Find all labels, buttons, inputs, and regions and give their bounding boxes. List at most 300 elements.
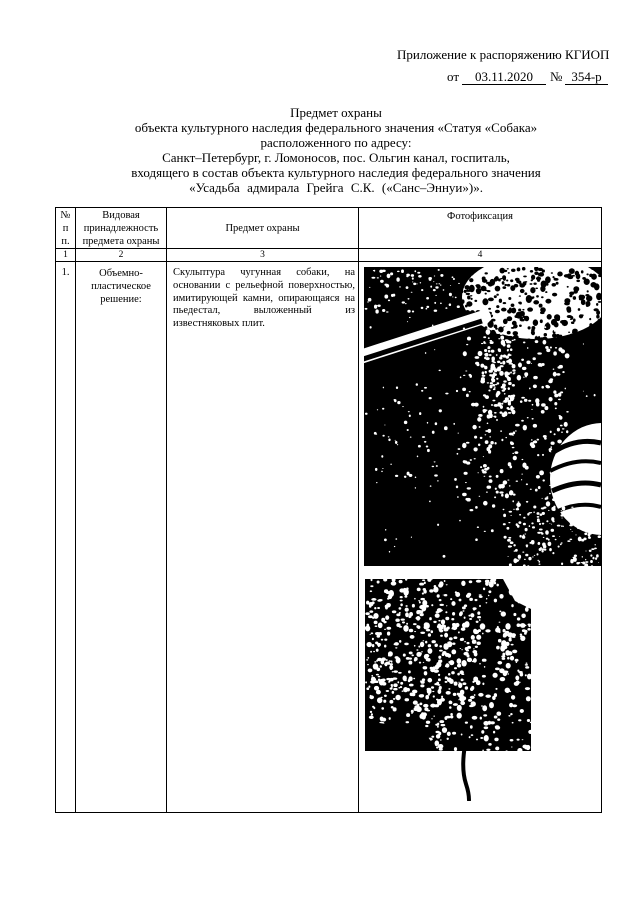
photo-texture	[368, 686, 370, 688]
photo-texture	[530, 283, 533, 285]
photo-texture	[367, 657, 369, 659]
photo-texture	[426, 658, 430, 661]
photo-texture	[525, 674, 527, 676]
photo-texture	[440, 284, 441, 285]
photo-texture	[512, 369, 515, 372]
photo-texture	[487, 290, 491, 292]
photo-texture	[434, 302, 436, 304]
photo-texture	[380, 697, 382, 698]
photo-texture	[463, 697, 466, 701]
photo-texture	[374, 432, 377, 435]
photo-texture	[560, 544, 562, 546]
photo-texture	[429, 617, 432, 620]
photo-texture	[507, 331, 511, 335]
photo-texture	[587, 290, 589, 292]
photo-texture	[479, 663, 481, 665]
photo-texture	[470, 701, 475, 706]
photo-texture	[598, 562, 599, 563]
photo-texture	[406, 721, 410, 723]
column-number: 4	[359, 249, 602, 262]
photo-texture	[445, 617, 449, 620]
photo-texture	[591, 515, 594, 517]
photo-texture	[520, 709, 524, 713]
photo-texture	[448, 661, 451, 663]
photo-texture	[501, 403, 503, 405]
photo-texture	[496, 378, 498, 380]
photo-texture	[449, 706, 451, 709]
photo-texture	[458, 693, 462, 698]
photo-texture	[474, 694, 476, 696]
photo-texture	[488, 743, 491, 746]
photo-texture	[539, 529, 543, 531]
header-number-line: №	[60, 210, 71, 221]
photo-texture	[445, 681, 448, 683]
photo-texture	[500, 333, 503, 335]
photo-texture	[515, 675, 519, 680]
photo-texture	[506, 527, 509, 530]
photo-texture	[423, 590, 426, 594]
photo-texture	[393, 683, 397, 687]
photo-texture	[387, 632, 390, 636]
photo-texture	[393, 670, 397, 672]
photo-texture	[461, 649, 463, 650]
photo-texture	[541, 281, 547, 288]
photo-texture	[518, 363, 522, 368]
photo-texture	[493, 372, 495, 374]
photo-texture	[420, 684, 424, 687]
protection-table	[55, 207, 602, 813]
photo-texture	[510, 637, 511, 639]
photo-texture	[425, 352, 427, 354]
photo-texture	[524, 292, 527, 295]
photo-texture	[529, 559, 530, 561]
photo-texture	[411, 537, 412, 538]
photo-texture	[447, 738, 449, 740]
photo-texture	[596, 310, 600, 315]
photo-texture	[520, 289, 525, 293]
photo-texture	[485, 326, 488, 328]
title-line: входящего в состав объекта культурного наследия федерального значения	[131, 165, 541, 180]
photo-texture	[365, 612, 369, 615]
photo-texture	[408, 670, 411, 673]
photo-texture	[447, 732, 451, 736]
photo-texture	[598, 535, 601, 538]
photo-texture	[366, 687, 369, 690]
photo-texture	[404, 643, 409, 646]
photo-texture	[376, 681, 379, 683]
photo-texture	[424, 671, 428, 675]
photo-texture	[453, 693, 457, 696]
photo-texture	[476, 680, 481, 685]
photo-texture	[515, 549, 518, 552]
photo-texture	[507, 349, 509, 352]
photo-texture	[485, 354, 487, 356]
photo-texture	[475, 538, 478, 541]
photo-texture	[474, 403, 479, 407]
photo-texture	[477, 611, 480, 615]
photo-texture	[457, 496, 459, 498]
photo-texture	[399, 612, 401, 614]
photo-texture	[440, 635, 443, 637]
photo-texture	[494, 599, 497, 603]
photo-texture	[514, 451, 518, 454]
photo-texture	[567, 315, 572, 318]
photo-texture	[512, 321, 517, 326]
photo-texture	[451, 618, 454, 620]
photo-texture	[539, 304, 543, 308]
photo-texture	[510, 739, 514, 741]
photo-texture	[396, 623, 400, 627]
photo-texture	[421, 289, 423, 291]
photo-texture	[515, 424, 520, 427]
photo-texture	[465, 498, 468, 501]
photo-texture	[577, 518, 580, 520]
photo-texture	[444, 580, 446, 582]
photo-texture	[501, 655, 505, 657]
photo-texture	[519, 535, 521, 538]
photo-texture	[560, 425, 563, 427]
photo-texture	[380, 680, 384, 684]
photo-texture	[421, 605, 426, 608]
photo-texture	[434, 275, 435, 276]
photo-texture	[491, 374, 495, 379]
row-photo-cell	[359, 262, 602, 813]
photo-texture	[523, 425, 527, 431]
photo-texture	[525, 528, 528, 531]
photo-texture	[436, 611, 440, 613]
appendix-heading: Приложение к распоряжению КГИОП	[397, 47, 610, 62]
photo-texture	[476, 580, 482, 583]
photo-texture	[382, 435, 384, 437]
photo-texture	[494, 693, 497, 697]
photo-texture	[469, 580, 473, 583]
photo-texture	[366, 624, 369, 627]
header-type-line: предмета охраны	[82, 236, 160, 247]
photo-texture	[533, 376, 538, 379]
photo-texture	[560, 320, 566, 324]
photo-texture	[545, 499, 547, 500]
photo-texture	[524, 559, 526, 560]
photo-texture	[384, 695, 387, 697]
photo-texture	[524, 534, 526, 535]
photo-texture	[590, 282, 596, 288]
photo-texture	[491, 378, 494, 380]
photo-texture	[544, 437, 547, 440]
photo-texture	[546, 501, 550, 506]
photo-texture	[485, 582, 489, 586]
photo-texture	[586, 520, 588, 522]
photo-texture	[461, 581, 465, 586]
photo-texture	[486, 329, 491, 335]
photo-texture	[416, 707, 421, 713]
photo-texture	[489, 702, 494, 708]
photo-texture	[466, 642, 469, 644]
photo-texture	[414, 631, 416, 632]
photo-texture	[406, 623, 408, 625]
photo-texture	[495, 668, 500, 671]
photo-texture	[467, 593, 471, 597]
photo-texture	[578, 537, 582, 542]
photo-texture	[419, 714, 423, 719]
photo-texture	[511, 697, 513, 699]
photo-texture	[438, 283, 440, 284]
photo-texture	[567, 286, 569, 288]
photo-texture	[394, 643, 396, 645]
photo-texture	[561, 518, 562, 519]
photo-texture	[567, 540, 570, 542]
photo-texture	[535, 288, 538, 290]
photo-texture	[483, 714, 487, 716]
photo-texture	[568, 332, 570, 333]
photo-texture	[406, 276, 408, 277]
photo-texture	[431, 630, 434, 633]
photo-texture	[522, 267, 526, 270]
photo-texture	[448, 688, 450, 690]
statue-photo	[364, 267, 601, 566]
photo-texture	[452, 276, 454, 278]
photo-texture	[489, 479, 493, 483]
photo-texture	[501, 308, 507, 312]
row-type-cell	[76, 262, 167, 813]
photo-texture	[427, 648, 432, 654]
photo-texture	[444, 426, 448, 430]
photo-texture	[582, 556, 583, 557]
photo-texture	[409, 415, 411, 418]
photo-texture	[549, 523, 550, 524]
photo-texture	[556, 373, 560, 376]
photo-texture	[545, 385, 549, 388]
photo-texture	[386, 311, 389, 312]
photo-texture	[533, 282, 536, 284]
photo-texture	[502, 361, 505, 365]
photo-texture	[429, 397, 432, 399]
photo-texture	[507, 480, 509, 481]
photo-texture	[437, 594, 440, 597]
photo-texture	[583, 343, 584, 344]
photo-texture	[395, 538, 397, 540]
photo-texture	[480, 437, 483, 439]
photo-texture	[420, 282, 421, 283]
photo-texture	[497, 361, 500, 363]
photo-texture	[480, 737, 483, 739]
photo-texture	[470, 725, 473, 728]
photo-texture	[391, 581, 397, 585]
photo-texture	[538, 542, 541, 545]
photo-texture	[537, 518, 540, 521]
photo-texture	[475, 356, 480, 359]
photo-texture	[590, 554, 592, 556]
photo-texture	[475, 646, 478, 648]
photo-texture	[519, 295, 521, 296]
photo-texture	[463, 375, 465, 376]
photo-texture	[525, 666, 529, 669]
photo-texture	[426, 297, 429, 300]
photo-texture	[380, 276, 381, 277]
photo-texture	[419, 583, 424, 586]
photo-texture	[455, 623, 459, 627]
photo-texture	[513, 326, 517, 328]
photo-texture	[411, 292, 413, 293]
photo-texture	[508, 382, 512, 385]
photo-texture	[426, 446, 429, 448]
photo-texture	[384, 284, 388, 286]
photo-texture	[406, 286, 409, 289]
photo-texture	[437, 625, 440, 628]
photo-texture	[567, 273, 572, 278]
photo-texture	[490, 354, 492, 356]
photo-texture	[484, 531, 486, 532]
photo-texture	[392, 610, 397, 613]
photo-texture	[377, 277, 379, 278]
photo-texture	[377, 305, 380, 307]
photo-texture	[477, 417, 481, 421]
photo-texture	[374, 607, 376, 609]
photo-texture	[507, 344, 511, 348]
photo-texture	[494, 496, 496, 498]
photo-texture	[573, 296, 576, 300]
description-line: известняковых плит.	[173, 318, 265, 330]
photo-texture	[440, 698, 442, 701]
photo-texture	[541, 550, 543, 553]
photo-texture	[431, 686, 434, 689]
photo-texture	[506, 642, 510, 646]
garden-photo-image	[365, 579, 531, 801]
photo-texture	[495, 286, 501, 292]
photo-texture	[589, 333, 594, 338]
photo-texture	[510, 713, 512, 715]
photo-texture	[524, 399, 528, 402]
photo-texture	[504, 284, 507, 286]
photo-texture	[472, 425, 476, 430]
header-number-line: п	[62, 223, 69, 234]
photo-texture	[489, 476, 492, 478]
photo-texture	[483, 336, 486, 338]
photo-texture	[491, 357, 495, 362]
photo-texture	[558, 415, 561, 417]
photo-texture	[432, 431, 435, 434]
photo-texture	[438, 689, 442, 694]
photo-texture	[517, 617, 520, 620]
photo-texture	[391, 294, 394, 297]
photo-texture	[541, 386, 544, 389]
photo-texture	[424, 708, 428, 711]
photo-texture	[552, 293, 557, 297]
photo-texture	[435, 613, 440, 618]
photo-texture	[367, 664, 369, 665]
photo-texture	[377, 599, 381, 601]
photo-texture	[391, 686, 393, 688]
photo-texture	[406, 713, 410, 717]
photo-texture	[519, 514, 521, 516]
photo-texture	[409, 317, 411, 318]
photo-texture	[563, 526, 564, 527]
photo-texture	[459, 290, 463, 294]
photo-texture	[508, 408, 511, 410]
photo-texture	[451, 649, 456, 654]
photo-texture	[371, 277, 375, 279]
photo-texture	[584, 530, 586, 532]
photo-texture	[485, 694, 491, 697]
photo-texture	[399, 588, 404, 592]
photo-texture	[378, 678, 380, 681]
photo-texture	[494, 367, 496, 370]
photo-texture	[406, 657, 410, 660]
photo-texture	[508, 387, 510, 390]
photo-texture	[488, 595, 489, 596]
photo-texture	[481, 343, 483, 344]
photo-texture	[418, 600, 420, 601]
photo-texture	[562, 428, 565, 429]
photo-texture	[523, 534, 525, 536]
order-date: 03.11.2020	[462, 69, 546, 85]
photo-texture	[487, 414, 491, 418]
photo-texture	[436, 682, 439, 685]
photo-texture	[449, 637, 453, 640]
photo-texture	[508, 297, 511, 300]
photo-texture	[470, 295, 472, 296]
photo-texture	[496, 391, 500, 395]
photo-texture	[591, 565, 593, 566]
photo-texture	[583, 391, 584, 392]
photo-texture	[454, 747, 457, 751]
photo-texture	[503, 302, 507, 304]
photo-texture	[589, 318, 591, 320]
photo-texture	[384, 645, 386, 648]
photo-texture	[400, 596, 403, 598]
photo-texture	[434, 310, 438, 312]
photo-texture	[411, 274, 414, 277]
photo-texture	[587, 515, 590, 519]
photo-texture	[403, 676, 407, 681]
photo-texture	[513, 395, 515, 396]
photo-texture	[435, 295, 437, 296]
photo-texture	[503, 514, 506, 518]
photo-texture	[510, 363, 513, 365]
photo-texture	[520, 633, 522, 635]
photo-texture	[398, 672, 402, 674]
photo-texture	[542, 498, 543, 499]
photo-texture	[506, 356, 508, 358]
photo-texture	[541, 296, 544, 298]
photo-texture	[545, 299, 551, 304]
photo-texture	[419, 652, 422, 655]
photo-texture	[508, 400, 511, 404]
photo-texture	[543, 340, 547, 345]
photo-texture	[368, 298, 372, 302]
photo-texture	[384, 638, 387, 640]
photo-texture	[409, 684, 414, 687]
photo-texture	[456, 486, 458, 489]
photo-texture	[498, 338, 500, 339]
photo-texture	[496, 584, 498, 587]
photo-texture	[560, 391, 563, 393]
photo-texture	[492, 384, 495, 386]
photo-texture	[418, 275, 422, 278]
photo-texture	[435, 731, 439, 733]
photo-texture	[512, 722, 514, 724]
photo-texture	[461, 679, 464, 682]
photo-texture	[520, 623, 525, 627]
photo-texture	[433, 587, 438, 593]
photo-texture	[427, 422, 428, 424]
photo-texture	[488, 308, 491, 310]
photo-texture	[375, 309, 378, 313]
photo-texture	[511, 604, 513, 607]
photo-texture	[485, 440, 489, 444]
photo-texture	[592, 324, 596, 327]
photo-texture	[527, 347, 528, 349]
photo-texture	[484, 666, 485, 668]
